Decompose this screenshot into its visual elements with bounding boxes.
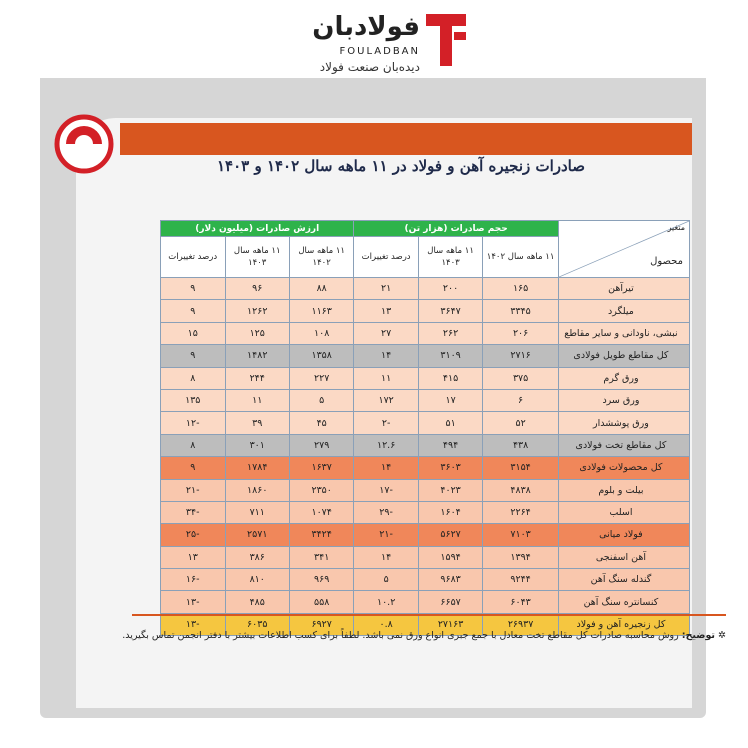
table-cell: ۱۱۶۳ (289, 300, 353, 322)
export-table (160, 220, 690, 636)
table-cell: ۸۱۰ (225, 569, 289, 591)
table-cell: ۶۰۳۵ (225, 613, 289, 635)
table-cell: ۲۰۰ (418, 278, 482, 300)
table-card (76, 118, 726, 708)
corner-variable-label: متغیر (667, 223, 685, 232)
table-cell: ۲۲۷ (289, 367, 353, 389)
table-cell: ۱۶۳۷ (289, 457, 353, 479)
row-product-name: کل مقاطع تخت فولادی (558, 434, 689, 456)
table-cell: ۲۱ (354, 278, 418, 300)
table-body (161, 278, 690, 636)
table-cell: ۸ (161, 434, 226, 456)
page-title: صادرات زنجیره آهن و فولاد در ۱۱ ماهه سال ۱۴۰۲ و ۱۴۰۳ (217, 157, 585, 175)
table-cell: ۵ (354, 569, 418, 591)
row-product-name: کل زنجیره آهن و فولاد (558, 613, 689, 635)
table-cell: ۳۸۶ (225, 546, 289, 568)
table-corner (558, 221, 689, 278)
brand-name: فولادبان (312, 12, 420, 42)
table-cell: ۱۳۹۴ (483, 546, 559, 568)
table-cell: ۲۵۷۱ (225, 524, 289, 546)
table-cell: ۵۶۲۷ (418, 524, 482, 546)
row-product-name: میلگرد (558, 300, 689, 322)
table-cell: ۱۰۸ (289, 322, 353, 344)
sub-header: ۱۱ ماهه سال ۱۴۰۲ (289, 237, 353, 278)
row-product-name: کل مقاطع طویل فولادی (558, 345, 689, 367)
table-cell: ۴۳۸ (483, 434, 559, 456)
table-cell: ۶ (483, 389, 559, 411)
content-panel (40, 78, 726, 718)
row-product-name: ورق پوششدار (558, 412, 689, 434)
table-row (161, 434, 690, 456)
table-cell: -۲۱ (161, 479, 226, 501)
table-row (161, 457, 690, 479)
table-cell: ۱۴۸۲ (225, 345, 289, 367)
brand-name-latin: FOULADBAN (339, 46, 420, 57)
table-cell: ۳۱۵۴ (483, 457, 559, 479)
table-cell: ۱۴ (354, 457, 418, 479)
table-cell: ۹۶۸۳ (418, 569, 482, 591)
table-cell: ۱۷۸۴ (225, 457, 289, 479)
table-cell: ۷۱۱ (225, 501, 289, 523)
table-cell: ۶۰۴۳ (483, 591, 559, 613)
row-product-name: گندله سنگ آهن (558, 569, 689, 591)
table-cell: ۴۵ (289, 412, 353, 434)
table-cell: -۳۴ (161, 501, 226, 523)
table-row (161, 569, 690, 591)
table-row (161, 591, 690, 613)
table-row (161, 412, 690, 434)
table-cell: ۸۸ (289, 278, 353, 300)
header-band (120, 123, 692, 155)
table-cell: ۰.۸ (354, 613, 418, 635)
table-cell: ۱۳ (161, 546, 226, 568)
table-cell: ۲۳۵۰ (289, 479, 353, 501)
table-cell: ۱۵ (161, 322, 226, 344)
table-cell: ۲۶۲ (418, 322, 482, 344)
row-product-name: بیلت و بلوم (558, 479, 689, 501)
table-cell: -۲۵ (161, 524, 226, 546)
fouladban-logo-icon (426, 14, 466, 66)
table-cell: ۵۱ (418, 412, 482, 434)
table-cell: ۹۲۴۴ (483, 569, 559, 591)
table-cell: ۴۸۵ (225, 591, 289, 613)
table-cell: ۲۷۹ (289, 434, 353, 456)
row-product-name: فولاد میانی (558, 524, 689, 546)
table-cell: ۲۷۱۶۳ (418, 613, 482, 635)
table-cell: ۱۷۲ (354, 389, 418, 411)
table-cell: ۱۳۵ (161, 389, 226, 411)
table-cell: -۲۱ (354, 524, 418, 546)
association-badge-icon (54, 114, 114, 174)
table-cell: ۹ (161, 345, 226, 367)
table-cell: ۱۲.۶ (354, 434, 418, 456)
table-cell: ۱۶۵ (483, 278, 559, 300)
table-cell: -۲ (354, 412, 418, 434)
table-cell: ۱۳۵۸ (289, 345, 353, 367)
sub-header: ۱۱ ماهه سال ۱۴۰۲ (483, 237, 559, 278)
table-cell: -۱۷ (354, 479, 418, 501)
table-cell: ۳۴۱ (289, 546, 353, 568)
table-row (161, 389, 690, 411)
table-cell: ۵۲ (483, 412, 559, 434)
sub-header: ۱۱ ماهه سال ۱۴۰۳ (418, 237, 482, 278)
group-volume-header: حجم صادرات (هزار تن) (354, 221, 558, 237)
table-cell: ۱۴ (354, 345, 418, 367)
sub-header: ۱۱ ماهه سال ۱۴۰۳ (225, 237, 289, 278)
table-cell: -۲۹ (354, 501, 418, 523)
footnote-label: توضیح: (681, 630, 715, 641)
table-cell: ۱۸۶۰ (225, 479, 289, 501)
table-cell: ۳۶۰۳ (418, 457, 482, 479)
table-cell: ۸ (161, 367, 226, 389)
table-cell: ۳۴۲۴ (289, 524, 353, 546)
table-cell: ۱۱ (225, 389, 289, 411)
table-cell: ۱۰.۲ (354, 591, 418, 613)
table-row (161, 524, 690, 546)
table-cell: ۲۷ (354, 322, 418, 344)
table-cell: -۱۲ (161, 412, 226, 434)
table-cell: ۴۸۳۸ (483, 479, 559, 501)
table-cell: ۱۲۵ (225, 322, 289, 344)
brand-logo (292, 8, 472, 80)
table-row (161, 546, 690, 568)
table-row (161, 300, 690, 322)
row-product-name: اسلب (558, 501, 689, 523)
table-cell: ۵ (289, 389, 353, 411)
table-cell: ۶۶۵۷ (418, 591, 482, 613)
table-cell: ۱۶۰۴ (418, 501, 482, 523)
table-cell: ۹۶۹ (289, 569, 353, 591)
table-cell: -۱۳ (161, 613, 226, 635)
table-row (161, 345, 690, 367)
table-cell: ۲۶۹۳۷ (483, 613, 559, 635)
footnote (106, 630, 726, 641)
row-product-name: آهن اسفنجی (558, 546, 689, 568)
row-product-name: ورق گرم (558, 367, 689, 389)
table-row (161, 278, 690, 300)
row-product-name: تیرآهن (558, 278, 689, 300)
table-cell: ۷۱۰۳ (483, 524, 559, 546)
table-cell: ۳۱۰۹ (418, 345, 482, 367)
table-cell: ۴۹۴ (418, 434, 482, 456)
table-cell: -۱۳ (161, 591, 226, 613)
table-cell: ۱۲۶۲ (225, 300, 289, 322)
table-cell: ۴۰۲۳ (418, 479, 482, 501)
table-cell: -۱۶ (161, 569, 226, 591)
table-row (161, 367, 690, 389)
table-cell: ۳۳۴۵ (483, 300, 559, 322)
table-cell: ۱۴ (354, 546, 418, 568)
table-group-header (161, 221, 690, 237)
table-cell: ۲۰۶ (483, 322, 559, 344)
row-product-name: نبشی، ناودانی و سایر مقاطع (558, 322, 689, 344)
table-row (161, 322, 690, 344)
table-cell: ۱۵۹۴ (418, 546, 482, 568)
sub-header: درصد تغییرات (161, 237, 226, 278)
table-cell: ۹ (161, 278, 226, 300)
table-row (161, 501, 690, 523)
table-row (161, 479, 690, 501)
table-cell: ۲۲۶۴ (483, 501, 559, 523)
table-cell: ۳۰۱ (225, 434, 289, 456)
table-cell: ۹۶ (225, 278, 289, 300)
footnote-divider (132, 614, 726, 616)
table-cell: ۲۴۴ (225, 367, 289, 389)
table-cell: ۱۷ (418, 389, 482, 411)
table-cell: ۹ (161, 300, 226, 322)
sub-header: درصد تغییرات (354, 237, 418, 278)
brand-tagline: دیده‌بان صنعت فولاد (319, 60, 420, 74)
corner-product-label: محصول (650, 256, 683, 267)
footnote-star-icon: ✲ (718, 630, 726, 641)
row-product-name: ورق سرد (558, 389, 689, 411)
table-cell: ۳۷۵ (483, 367, 559, 389)
table-cell: ۹ (161, 457, 226, 479)
footnote-text: روش محاسبه صادرات کل مقاطع تخت معادل با جمع جبری انواع ورق نمی باشد. لطفاً برای کسب اطلاعات بیشتر با دفتر انجمن تماس بگیرید. (122, 630, 679, 641)
table-cell: ۵۵۸ (289, 591, 353, 613)
table-cell: ۳۹ (225, 412, 289, 434)
table-cell: ۴۱۵ (418, 367, 482, 389)
table-cell: ۱۳ (354, 300, 418, 322)
row-product-name: کنسانتره سنگ آهن (558, 591, 689, 613)
table-cell: ۶۹۲۷ (289, 613, 353, 635)
group-value-header: ارزش صادرات (میلیون دلار) (161, 221, 354, 237)
table-cell: ۱۰۷۴ (289, 501, 353, 523)
table-cell: ۱۱ (354, 367, 418, 389)
table-cell: ۲۷۱۶ (483, 345, 559, 367)
row-product-name: کل محصولات فولادی (558, 457, 689, 479)
table-cell: ۳۶۴۷ (418, 300, 482, 322)
